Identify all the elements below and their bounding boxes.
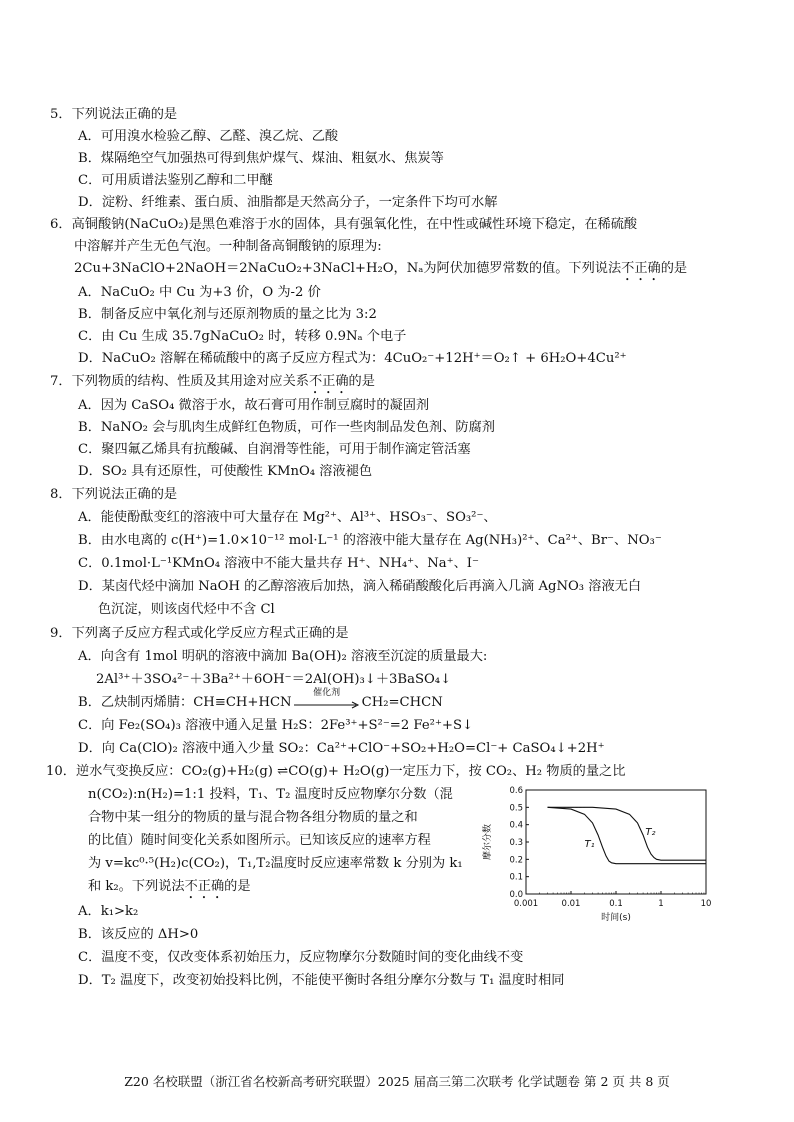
q7-option-d: D．SO₂ 具有还原性，可使酸性 KMnO₄ 溶液褪色 (78, 464, 373, 479)
q9-option-a-equation: 2Al³⁺＋3SO₄²⁻＋3Ba²⁺＋6OH⁻＝2Al(OH)₃↓＋3BaSO₄↓ (96, 672, 452, 687)
q7-stem-emphasis: 不正确 (308, 374, 349, 389)
q5-option-d: D．淀粉、纤维素、蛋白质、油脂都是天然高分子，一定条件下均可水解 (78, 195, 498, 210)
q10-line5-post: 的是 (224, 879, 251, 894)
q6-option-b: B．制备反应中氧化剂与还原剂物质的量之比为 3:2 (78, 307, 377, 322)
q7-option-b: B．NaNO₂ 会与肌肉生成鲜红色物质，可作一些肉制品发色剂、防腐剂 (78, 420, 495, 435)
x-tick-label: 0.001 (513, 899, 539, 909)
x-tick-label: 10 (700, 899, 712, 909)
q10-option-d: D．T₂ 温度下，改变初始投料比例，不能使平衡时各组分摩尔分数与 T₁ 温度时相同 (78, 973, 565, 988)
q10-line1: n(CO₂):n(H₂)=1:1 投料，T₁、T₂ 温度时反应物摩尔分数（混 (88, 787, 453, 802)
q8-option-a: A．能使酚酞变红的溶液中可大量存在 Mg²⁺、Al³⁺、HSO₃⁻、SO₃²⁻、 (78, 510, 497, 525)
q5-option-c: C．可用质谱法鉴别乙醇和二甲醚 (78, 173, 273, 188)
y-tick-label: 0.1 (509, 872, 523, 883)
q6-option-a: A．NaCuO₂ 中 Cu 为+3 价，O 为-2 价 (78, 285, 321, 300)
q6-option-d: D．NaCuO₂ 溶解在稀硫酸中的离子反应方程式为：4CuO₂⁻+12H⁺＝O₂↑ + 6H₂O+4Cu²⁺ (78, 351, 627, 366)
mole-fraction-chart (478, 780, 728, 930)
q10-line2: 合物中某一组分的物质的量与混合物各组分物质的量之和 (88, 810, 418, 825)
q8-option-d: D．某卤代烃中滴加 NaOH 的乙醇溶液后加热，滴入稀硝酸酸化后再滴入几滴 AgNO₃ 溶液无白 (78, 579, 642, 594)
series-line-1 (548, 807, 707, 863)
q9-option-a: A．向含有 1mol 明矾的溶液中滴加 Ba(OH)₂ 溶液至沉淀的质量最大: (78, 649, 488, 664)
q10-line5 (88, 877, 251, 897)
q7-stem (50, 372, 375, 392)
y-tick-label: 0.6 (509, 786, 523, 796)
q10-option-b: B．该反应的 ΔH>0 (78, 927, 199, 942)
q5-option-a: A．可用溴水检验乙醇、乙醛、溴乙烷、乙酸 (78, 129, 339, 144)
y-tick-label: 0.5 (509, 803, 523, 814)
y-tick-label: 0.0 (509, 890, 523, 900)
q8-option-b: B．由水电离的 c(H⁺)=1.0×10⁻¹² mol·L⁻¹ 的溶液中能大量存在 Ag(NH₃)²⁺、Ca²⁺、Br⁻、NO₃⁻ (78, 533, 662, 548)
series-line-2 (548, 807, 707, 860)
q6-stem-line1: 6．高铜酸钠(NaCuO₂)是黑色难溶于水的固体，具有强氧化性，在中性或碱性环境下稳定，在稀硫酸 (50, 217, 638, 232)
q7-stem-post: 的是 (348, 374, 375, 389)
q6-stem-line3-pre: 2Cu+3NaClO+2NaOH＝2NaCuO₂+3NaCl+H₂O，Nₐ为阿伏加德罗常数的值。下列说法 (74, 261, 622, 276)
y-tick-label: 0.2 (509, 855, 523, 866)
q9-option-d: D．向 Ca(ClO)₂ 溶液中通入少量 SO₂：Ca²⁺+ClO⁻+SO₂+H₂O=Cl⁻+ CaSO₄↓+2H⁺ (78, 741, 605, 756)
q6-stem-emphasis: 不正确 (621, 261, 661, 276)
series-label-1: T₁ (584, 839, 595, 851)
q9-option-b-pre: B．乙炔制丙烯腈：CH≡CH+HCN (78, 695, 292, 710)
q7-option-c: C．聚四氟乙烯具有抗酸碱、自润滑等性能，可用于制作滴定管活塞 (78, 442, 471, 457)
x-tick-label: 0.01 (561, 899, 581, 909)
q7-stem-pre: 7．下列物质的结构、性质及其用途对应关系 (50, 374, 309, 389)
series-label-2: T₂ (645, 827, 656, 839)
q10-line5-pre: 和 k₂。下列说法 (88, 879, 185, 894)
arrow-icon (292, 693, 362, 713)
page-footer: Z20 名校联盟（浙江省名校新高考研究联盟）2025 届高三第二次联考 化学试题卷 第 2 页 共 8 页 (124, 1074, 670, 1089)
q9-option-b-post: CH₂=CHCN (361, 695, 443, 710)
q6-stem-line3 (74, 259, 687, 279)
q6-option-c: C．由 Cu 生成 35.7gNaCuO₂ 时，转移 0.9Nₐ 个电子 (78, 329, 407, 344)
q5-stem: 5．下列说法正确的是 (50, 107, 178, 122)
q8-option-d-cont: 色沉淀，则该卤代烃中不含 Cl (98, 602, 275, 617)
catalyst-label: 催化剂 (313, 688, 341, 698)
q9-option-c: C．向 Fe₂(SO₄)₃ 溶液中通入足量 H₂S：2Fe³⁺+S²⁻=2 Fe²⁺+S↓ (78, 718, 474, 733)
catalyst-arrow (292, 688, 362, 713)
x-tick-label: 1 (658, 899, 664, 909)
q6-stem-line3-post: 的是 (660, 261, 688, 276)
q10-option-c: C．温度不变，仅改变体系初始压力，反应物摩尔分数随时间的变化曲线不变 (78, 950, 524, 965)
y-axis-label: 摩尔分数 (483, 823, 493, 861)
q8-option-c: C．0.1mol·L⁻¹KMnO₄ 溶液中不能大量共存 H⁺、NH₄⁺、Na⁺、I⁻ (78, 556, 479, 571)
x-axis-label: 时间(s) (601, 913, 631, 923)
q7-option-a: A．因为 CaSO₄ 微溶于水，故石膏可用作制豆腐时的凝固剂 (78, 398, 430, 413)
q8-stem: 8．下列说法正确的是 (50, 487, 178, 502)
y-tick-label: 0.4 (509, 820, 523, 831)
q9-option-b (78, 688, 443, 713)
q10-line4: 为 v=kc⁰·⁵(H₂)c(CO₂)，T₁,T₂温度时反应速率常数 k 分别为 k₁ (88, 856, 463, 871)
q10-emphasis: 不正确 (184, 879, 225, 894)
q10-stem-line1: 10．逆水气变换反应：CO₂(g)+H₂(g) ⇌CO(g)+ H₂O(g)一定压力下，按 CO₂、H₂ 物质的量之比 (46, 764, 626, 779)
plot-frame (526, 790, 706, 894)
q6-stem-line2: 中溶解并产生无色气泡。一种制备高铜酸钠的原理为: (74, 239, 382, 254)
q10-option-a: A．k₁>k₂ (78, 904, 139, 919)
y-tick-label: 0.3 (509, 838, 523, 848)
q9-stem: 9．下列离子反应方程式或化学反应方程式正确的是 (50, 626, 349, 641)
q5-option-b: B．煤隔绝空气加强热可得到焦炉煤气、煤油、粗氨水、焦炭等 (78, 151, 444, 166)
x-tick-label: 0.1 (609, 899, 623, 909)
q10-line3: 的比值）随时间变化关系如图所示。已知该反应的速率方程 (88, 833, 431, 848)
